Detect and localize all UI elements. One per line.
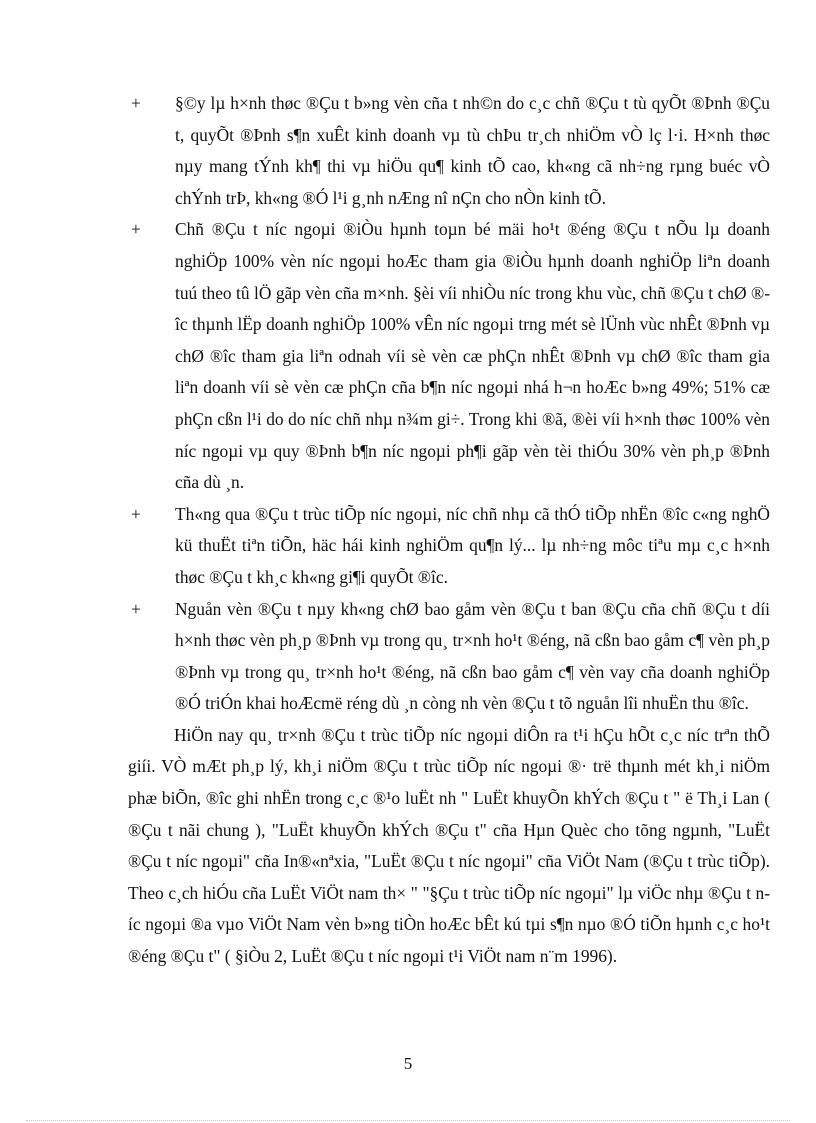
bullet-item [128,88,770,214]
bullet-marker: + [131,503,141,524]
page-bottom-divider [26,1120,790,1121]
bullet-text: Th«ng qua ®Çu t trùc tiÕp níc ngoµi, níc chñ nhµ cã thÓ tiÕp nhËn ®îc c«ng nghÖ kü thuËt tiªn tiÕn, häc hái kinh nghiÖm qu¶n lý... lµ nh÷ng môc tiªu mµ c¸c h×nh thøc ®Çu t kh¸c kh«ng gi¶i quyÕt ®îc. [175,503,770,587]
bullet-text: §©y lµ h×nh thøc ®Çu t b»ng vèn cña t nh©n do c¸c chñ ®Çu t tù qyÕt ®Þnh ®Çu t, quyÕt ®Þnh s¶n xuÊt kinh doanh vµ tù chÞu tr¸ch nhiÖm vÒ lç l·i. H×nh thøc nµy mang tÝnh kh¶ thi vµ hiÖu qu¶ kinh tÕ cao, kh«ng cã nh÷ng rµng buéc vÒ chÝnh trÞ, kh«ng ®Ó l¹i g¸nh nÆng nî nÇn cho nÒn kinh tÕ. [175,93,770,208]
bullet-item [128,499,770,594]
bullet-text: Chñ ®Çu t níc ngoµi ®iÒu hµnh toµn bé mäi ho¹t ®éng ®Çu t nÕu lµ doanh nghiÖp 100% vèn níc ngoµi hoÆc tham gia ®iÒu hµnh doanh nghiÖp liªn doanh tuú theo tû lÖ gãp vèn cña m×nh. §èi víi nhiÒu níc trong khu vùc, chñ ®Çu t chØ ®îc thµnh lËp doanh nghiÖp 100% vÊn níc ngoµi trng mét sè lÜnh vùc nhÊt ®Þnh vµ chØ ®îc tham gia liªn odnah víi sè vèn cæ phÇn nhÊt ®Þnh vµ chØ ®îc tham gia liªn doanh víi sè vèn cæ phÇn cña b¶n níc ngoµi nhá h¬n hoÆc b»ng 49%; 51% cæ phÇn cßn l¹i do do níc chñ nhµ n¾m gi÷. Trong khi ®ã, ®èi víi h×nh thøc 100% vèn níc ngoµi vµ quy ®Þnh b¶n níc ngoµi ph¶i gãp vèn tèi thiÓu 30% vèn ph¸p ®Þnh cña dù ¸n. [175,219,770,493]
body-paragraph: HiÖn nay qu¸ tr×nh ®Çu t trùc tiÕp níc ngoµi diÔn ra t¹i hÇu hÕt c¸c níc trªn thÕ giíi. VÒ mÆt ph¸p lý, kh¸i niÖm ®Çu t trùc tiÕp níc ngoµi ®· trë thµnh mét kh¸i niÖm phæ biÕn, ®îc ghi nhËn trong c¸c ®¹o luËt nh " LuËt khuyÕn khÝch ®Çu t " ë Th¸i Lan ( ®Çu t nãi chung ), "LuËt khuyÕn khÝch ®Çu t" cña Hµn Quèc cho tõng ngµnh, "LuËt ®Çu t níc ngoµi" cña In®«nªxia, "LuËt ®Çu t níc ngoµi" cña ViÖt Nam (®Çu t trùc tiÕp). Theo c¸ch hiÓu cña LuËt ViÖt nam th× " "§Çu t trùc tiÕp níc ngoµi" lµ viÖc nhµ ®Çu t níc ngoµi ®a vµo ViÖt Nam vèn b»ng tiÒn hoÆc bÊt kú tµi s¶n nµo ®Ó tiÕn hµnh c¸c ho¹t ®éng ®Çu t" ( §iÒu 2, LuËt ®Çu t níc ngoµi t¹i ViÖt nam n¨m 1996). [128,724,770,967]
bullet-item [128,594,770,720]
bullet-marker: + [131,93,141,113]
bullet-item [128,214,770,498]
body-text [128,88,770,973]
bullet-marker: + [131,598,141,619]
bullet-text: Nguån vèn ®Çu t nµy kh«ng chØ bao gåm vèn ®Çu t ban ®Çu cña chñ ®Çu t díi h×nh thøc vèn ph¸p ®Þnh vµ trong qu¸ tr×nh ho¹t ®éng, nã cßn bao gåm c¶ vèn ph¸p ®Þnh vµ trong qu¸ tr×nh ho¹t ®éng, nã cßn bao gåm c¶ vèn vay cña doanh nghiÖp ®Ó triÓn khai hoÆcmë réng dù ¸n còng nh vèn ®Çu t tõ nguån lîi nhuËn thu ®îc. [175,598,770,714]
bullet-marker: + [131,219,141,240]
page-number: 5 [403,1054,413,1073]
